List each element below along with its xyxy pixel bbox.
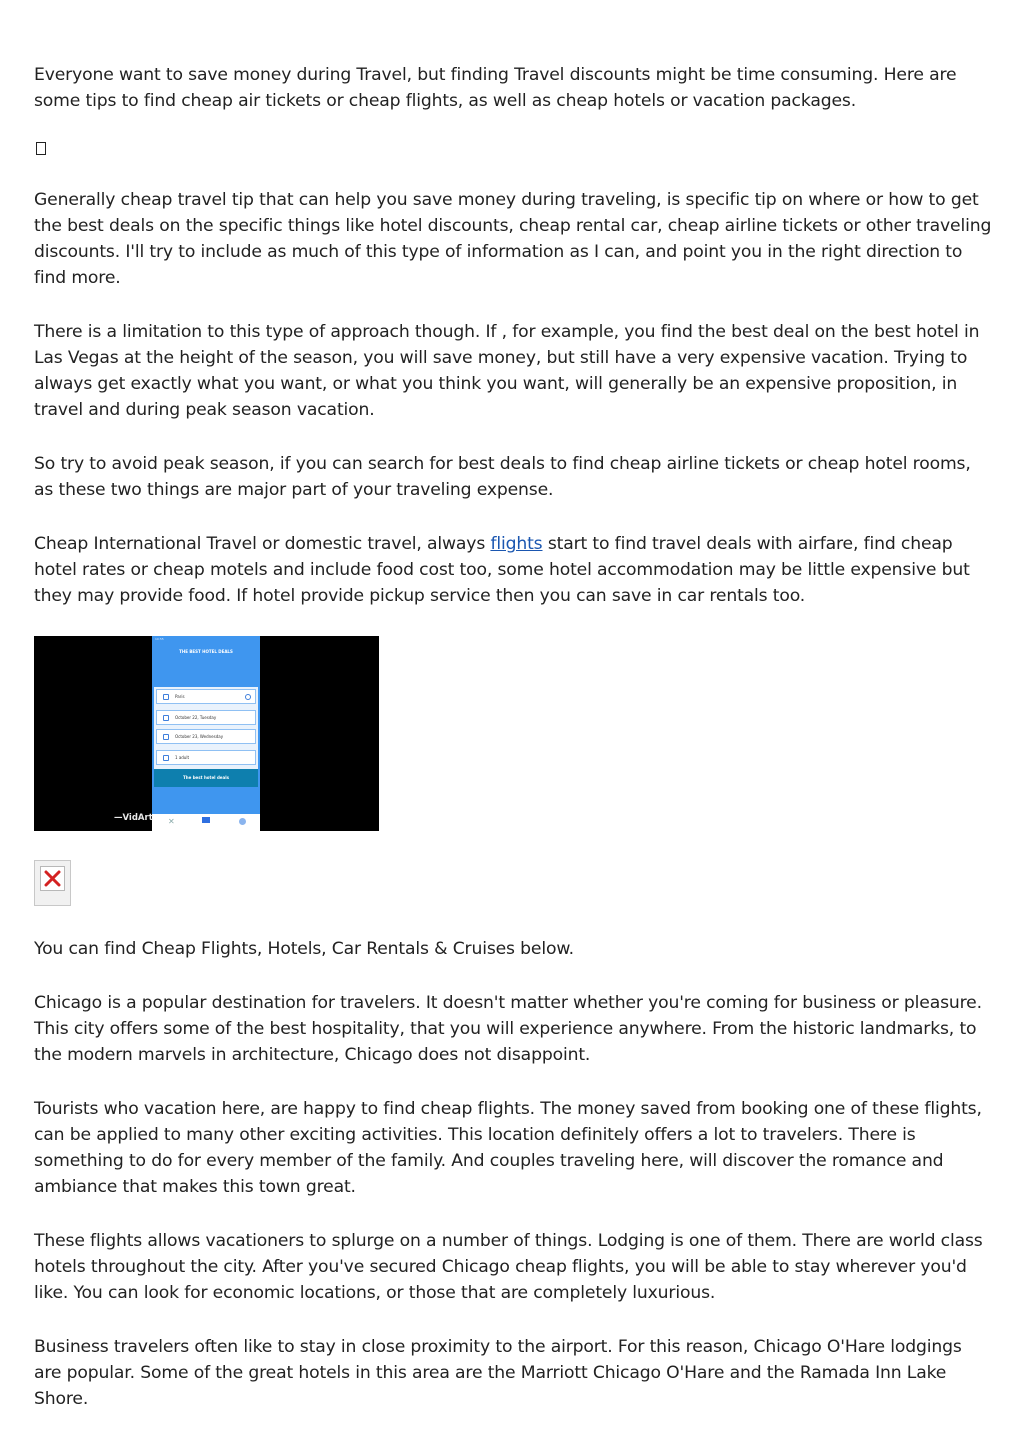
- broken-image-frame: [40, 866, 65, 891]
- locate-icon: [245, 694, 251, 700]
- text-after-link: start to find travel deals with airfare, find cheap hotel rates or cheap motels and include food cost too, some hotel accommodation may be little expensive but they may provide food. If hotel provide pickup service then you can save in car rentals too.: [34, 534, 970, 606]
- location-pin-icon: [163, 694, 169, 700]
- checkin-value: October 22, Tuesday: [175, 715, 217, 720]
- missing-glyph-icon: [36, 142, 46, 155]
- red-x-icon: [44, 870, 61, 887]
- paragraph-lodging: These flights allows vacationers to splurge on a number of things. Lodging is one of them. There are world class hotels throughout the city. After you've secured Chicago cheap flights, you will be able to stay wherever you'd like. You can look for economic locations, or those that are completely luxurious.: [34, 1231, 983, 1303]
- text-before-link: Cheap International Travel or domestic travel, always: [34, 534, 491, 554]
- paragraph-chicago-destination: Chicago is a popular destination for travelers. It doesn't matter whether you're coming for business or pleasure. This city offers some of the best hospitality, that you will experience anywhere. From the historic landmarks, to the modern marvels in architecture, Chicago does not disappoint.: [34, 993, 982, 1065]
- flights-link[interactable]: flights: [490, 534, 543, 554]
- paragraph-business-travelers: Business travelers often like to stay in close proximity to the airport. For this reason, Chicago O'Hare lodgings are popular. Some of the great hotels in this area are the Marriott Chicago O'Hare and the Ramada Inn Lake Shore.: [34, 1337, 962, 1409]
- info-nav-icon: [239, 818, 246, 825]
- embedded-video[interactable]: [34, 636, 379, 831]
- phone-screenshot: [152, 636, 260, 831]
- destination-value: Paris: [175, 694, 185, 699]
- article: [34, 62, 994, 1412]
- person-icon: [163, 755, 169, 761]
- flights-nav-icon: ✕: [168, 817, 175, 826]
- paragraph-tourists: Tourists who vacation here, are happy to find cheap flights. The money saved from booking one of these flights, can be applied to many other exciting activities. This location definitely offers a lot to travelers. There is something to do for every member of the family. And couples traveling here, will discover the romance and ambiance that makes this town great.: [34, 1099, 982, 1197]
- paragraph-find-below: You can find Cheap Flights, Hotels, Car Rentals & Cruises below.: [34, 939, 574, 959]
- hotels-nav-icon: [202, 817, 210, 823]
- paragraph-international-travel: [34, 531, 994, 609]
- best-deals-button: The best hotel deals: [154, 769, 258, 787]
- search-form: [154, 687, 258, 773]
- app-title: THE BEST HOTEL DEALS: [179, 649, 233, 654]
- checkout-value: October 23, Wednesday: [175, 734, 224, 739]
- phone-bottom-nav: [152, 814, 260, 831]
- paragraph-peak-season: So try to avoid peak season, if you can search for best deals to find cheap airline tickets or cheap hotel rooms, as these two things are major part of your traveling expense.: [34, 454, 971, 500]
- video-watermark: —VidArt: [114, 813, 153, 823]
- paragraph-limitation: There is a limitation to this type of approach though. If , for example, you find the best deal on the best hotel in Las Vegas at the height of the season, you will save money, but still have a very expensive vacation. Trying to always get exactly what you want, or what you think you want, will generally be an expensive proposition, in travel and during peak season vacation.: [34, 322, 980, 420]
- destination-row: [156, 689, 256, 704]
- phone-status-bar: 10:55: [155, 637, 164, 641]
- calendar-icon: [163, 734, 169, 740]
- calendar-icon: [163, 715, 169, 721]
- paragraph-intro: Everyone want to save money during Travel, but finding Travel discounts might be time consuming. Here are some tips to find cheap air tickets or cheap flights, as well as cheap hotels or vacation packages.: [34, 65, 957, 111]
- checkin-row: [156, 710, 256, 725]
- paragraph-travel-tips: Generally cheap travel tip that can help you save money during traveling, is specific tip on where or how to get the best deals on the specific things like hotel discounts, cheap rental car, cheap airline tickets or other traveling discounts. I'll try to include as much of this type of information as I can, and point you in the right direction to find more.: [34, 190, 992, 288]
- guests-value: 1 adult: [175, 755, 190, 760]
- guests-row: [156, 750, 256, 765]
- broken-image-icon: [34, 860, 71, 906]
- checkout-row: [156, 729, 256, 744]
